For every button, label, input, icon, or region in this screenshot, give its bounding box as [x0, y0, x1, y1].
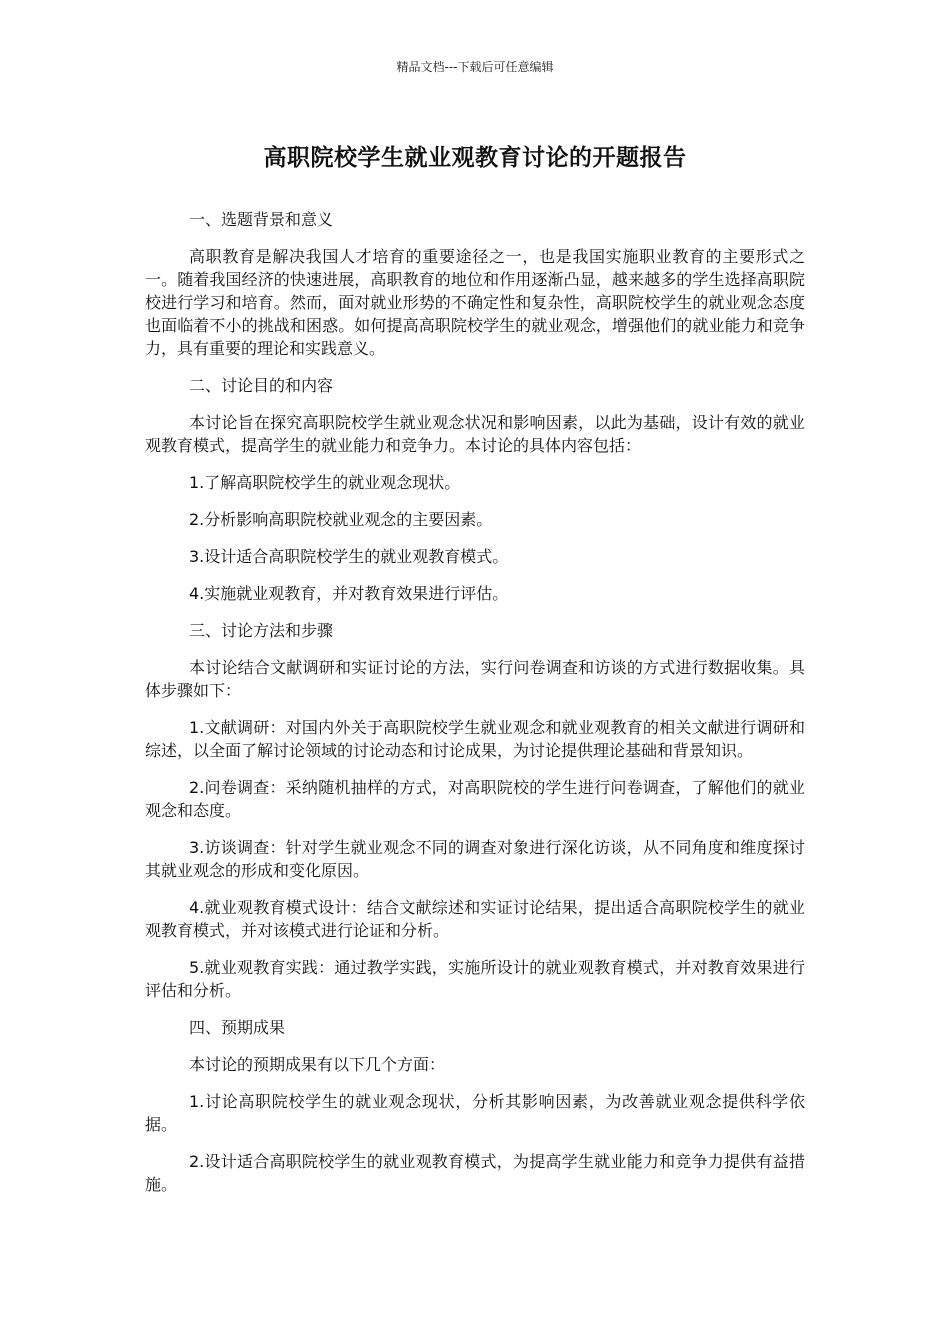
list-item-content-2: 2.分析影响高职院校就业观念的主要因素。 [189, 510, 493, 529]
list-item-outcome-2: 2.设计适合高职院校学生的就业观教育模式，为提高学生就业能力和竞争力提供有益措施。 [145, 1152, 805, 1194]
list-item-content-3: 3.设计适合高职院校学生的就业观教育模式。 [189, 547, 509, 566]
section-heading-background: 一、选题背景和意义 [189, 210, 334, 229]
document-header-note: 精品文档---下载后可任意编辑 [396, 60, 554, 74]
list-item-step-4: 4.就业观教育模式设计：结合文献综述和实证讨论结果，提出适合高职院校学生的就业观教育模式，并对该模式进行论证和分析。 [145, 898, 805, 940]
list-item-content-4: 4.实施就业观教育，并对教育效果进行评估。 [189, 584, 509, 603]
list-item-step-1: 1.文献调研：对国内外关于高职院校学生就业观念和就业观教育的相关文献进行调研和综述，以全面了解讨论领域的讨论动态和讨论成果，为讨论提供理论基础和背景知识。 [145, 718, 805, 760]
list-item-step-2: 2.问卷调查：采纳随机抽样的方式，对高职院校的学生进行问卷调查，了解他们的就业观念和态度。 [145, 778, 805, 820]
section-heading-methods: 三、讨论方法和步骤 [189, 621, 334, 640]
document-title: 高职院校学生就业观教育讨论的开题报告 [263, 145, 687, 171]
list-item-step-5: 5.就业观教育实践：通过教学实践，实施所设计的就业观教育模式，并对教育效果进行评估和分析。 [145, 958, 805, 1000]
paragraph-outcomes: 本讨论的预期成果有以下几个方面： [189, 1055, 446, 1074]
list-item-step-3: 3.访谈调查：针对学生就业观念不同的调查对象进行深化访谈，从不同角度和维度探讨其就业观念的形成和变化原因。 [145, 838, 805, 880]
paragraph-background: 高职教育是解决我国人才培育的重要途径之一，也是我国实施职业教育的主要形式之一。随着我国经济的快速进展，高职教育的地位和作用逐渐凸显，越来越多的学生选择高职院校进行学习和培育。然而，面对就业形势的不确定性和复杂性，高职院校学生的就业观念态度也面临着不小的挑战和困惑。如何提高高职院校学生的就业观念，增强他们的就业能力和竞争力，具有重要的理论和实践意义。 [145, 247, 805, 358]
document-body [145, 208, 805, 1210]
section-heading-outcomes: 四、预期成果 [189, 1018, 286, 1037]
paragraph-purpose: 本讨论旨在探究高职院校学生就业观念状况和影响因素，以此为基础，设计有效的就业观教育模式，提高学生的就业能力和竞争力。本讨论的具体内容包括： [145, 413, 805, 455]
paragraph-methods: 本讨论结合文献调研和实证讨论的方法，实行问卷调查和访谈的方式进行数据收集。具体步骤如下： [145, 658, 805, 700]
section-heading-purpose: 二、讨论目的和内容 [189, 376, 334, 395]
list-item-outcome-1: 1.讨论高职院校学生的就业观念现状，分析其影响因素，为改善就业观念提供科学依据。 [145, 1092, 805, 1134]
list-item-content-1: 1.了解高职院校学生的就业观念现状。 [189, 473, 461, 492]
